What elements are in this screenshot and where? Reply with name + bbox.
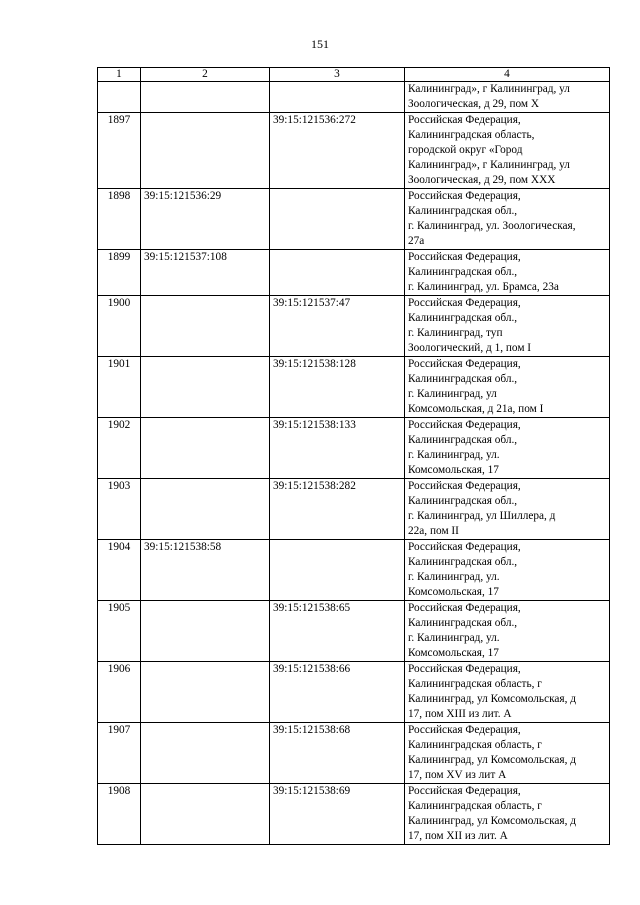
address-cell: Российская Федерация, Калининградская область, г Калининград, ул Комсомольская, д 17, пом XIII из лит. А: [405, 662, 610, 723]
registry-table: [97, 67, 610, 845]
table-header-row: [98, 68, 610, 82]
page-number: 151: [311, 37, 329, 51]
row-number-cell: 1907: [98, 723, 141, 784]
table-row: [98, 784, 610, 845]
address-cell: Российская Федерация, Калининградская обл., г. Калининград, ул. Комсомольская, 17: [405, 540, 610, 601]
header-cell-3: 3: [270, 68, 405, 82]
building-cadastral-number-cell: [141, 113, 270, 189]
table-row: [98, 189, 610, 250]
address-cell: Российская Федерация, Калининградская обл., г. Калининград, ул. Комсомольская, 17: [405, 418, 610, 479]
premises-cadastral-number-cell: 39:15:121538:66: [270, 662, 405, 723]
header-cell-4: 4: [405, 68, 610, 82]
premises-cadastral-number-cell: 39:15:121538:65: [270, 601, 405, 662]
building-cadastral-number-cell: 39:15:121537:108: [141, 250, 270, 296]
table-row: [98, 540, 610, 601]
building-cadastral-number-cell: [141, 296, 270, 357]
registry-table-body: [98, 68, 610, 845]
header-cell-2: 2: [141, 68, 270, 82]
row-number-cell: 1902: [98, 418, 141, 479]
row-number-cell: 1906: [98, 662, 141, 723]
table-row: [98, 82, 610, 113]
building-cadastral-number-cell: [141, 82, 270, 113]
address-cell: Российская Федерация, Калининградская обл., г. Калининград, ул Комсомольская, д 21а, пом I: [405, 357, 610, 418]
building-cadastral-number-cell: [141, 601, 270, 662]
premises-cadastral-number-cell: 39:15:121538:69: [270, 784, 405, 845]
row-number-cell: 1899: [98, 250, 141, 296]
row-number-cell: 1901: [98, 357, 141, 418]
premises-cadastral-number-cell: [270, 189, 405, 250]
row-number-cell: 1898: [98, 189, 141, 250]
building-cadastral-number-cell: [141, 784, 270, 845]
row-number-cell: [98, 82, 141, 113]
table-row: [98, 357, 610, 418]
building-cadastral-number-cell: [141, 357, 270, 418]
row-number-cell: 1903: [98, 479, 141, 540]
address-cell: Российская Федерация, Калининградская область, г Калининград, ул Комсомольская, д 17, пом XII из лит. А: [405, 784, 610, 845]
premises-cadastral-number-cell: 39:15:121537:47: [270, 296, 405, 357]
premises-cadastral-number-cell: 39:15:121538:282: [270, 479, 405, 540]
premises-cadastral-number-cell: 39:15:121538:133: [270, 418, 405, 479]
address-cell: Российская Федерация, Калининградская обл., г. Калининград, ул. Комсомольская, 17: [405, 601, 610, 662]
row-number-cell: 1908: [98, 784, 141, 845]
table-row: [98, 601, 610, 662]
premises-cadastral-number-cell: [270, 250, 405, 296]
address-cell: Российская Федерация, Калининградская область, г Калининград, ул Комсомольская, д 17, пом XV из лит А: [405, 723, 610, 784]
address-cell: Российская Федерация, Калининградская обл., г. Калининград, ул. Брамса, 23а: [405, 250, 610, 296]
address-cell: Российская Федерация, Калининградская область, городской округ «Город Калининград», г Калининград, ул Зоологическая, д 29, пом XXX: [405, 113, 610, 189]
row-number-cell: 1897: [98, 113, 141, 189]
table-row: [98, 250, 610, 296]
building-cadastral-number-cell: [141, 418, 270, 479]
row-number-cell: 1900: [98, 296, 141, 357]
building-cadastral-number-cell: [141, 662, 270, 723]
table-row: [98, 662, 610, 723]
building-cadastral-number-cell: 39:15:121538:58: [141, 540, 270, 601]
building-cadastral-number-cell: 39:15:121536:29: [141, 189, 270, 250]
table-row: [98, 479, 610, 540]
premises-cadastral-number-cell: 39:15:121536:272: [270, 113, 405, 189]
row-number-cell: 1905: [98, 601, 141, 662]
table-row: [98, 418, 610, 479]
header-cell-1: 1: [98, 68, 141, 82]
table-row: [98, 113, 610, 189]
premises-cadastral-number-cell: [270, 540, 405, 601]
address-cell: Российская Федерация, Калининградская обл., г. Калининград, ул. Зоологическая, 27а: [405, 189, 610, 250]
table-row: [98, 723, 610, 784]
building-cadastral-number-cell: [141, 723, 270, 784]
table-row: [98, 296, 610, 357]
premises-cadastral-number-cell: [270, 82, 405, 113]
row-number-cell: 1904: [98, 540, 141, 601]
building-cadastral-number-cell: [141, 479, 270, 540]
premises-cadastral-number-cell: 39:15:121538:68: [270, 723, 405, 784]
address-cell: Российская Федерация, Калининградская обл., г. Калининград, ул Шиллера, д 22а, пом II: [405, 479, 610, 540]
premises-cadastral-number-cell: 39:15:121538:128: [270, 357, 405, 418]
address-cell: Российская Федерация, Калининградская обл., г. Калининград, туп Зоологический, д 1, пом I: [405, 296, 610, 357]
address-cell: Калининград», г Калининград, ул Зоологическая, д 29, пом Х: [405, 82, 610, 113]
